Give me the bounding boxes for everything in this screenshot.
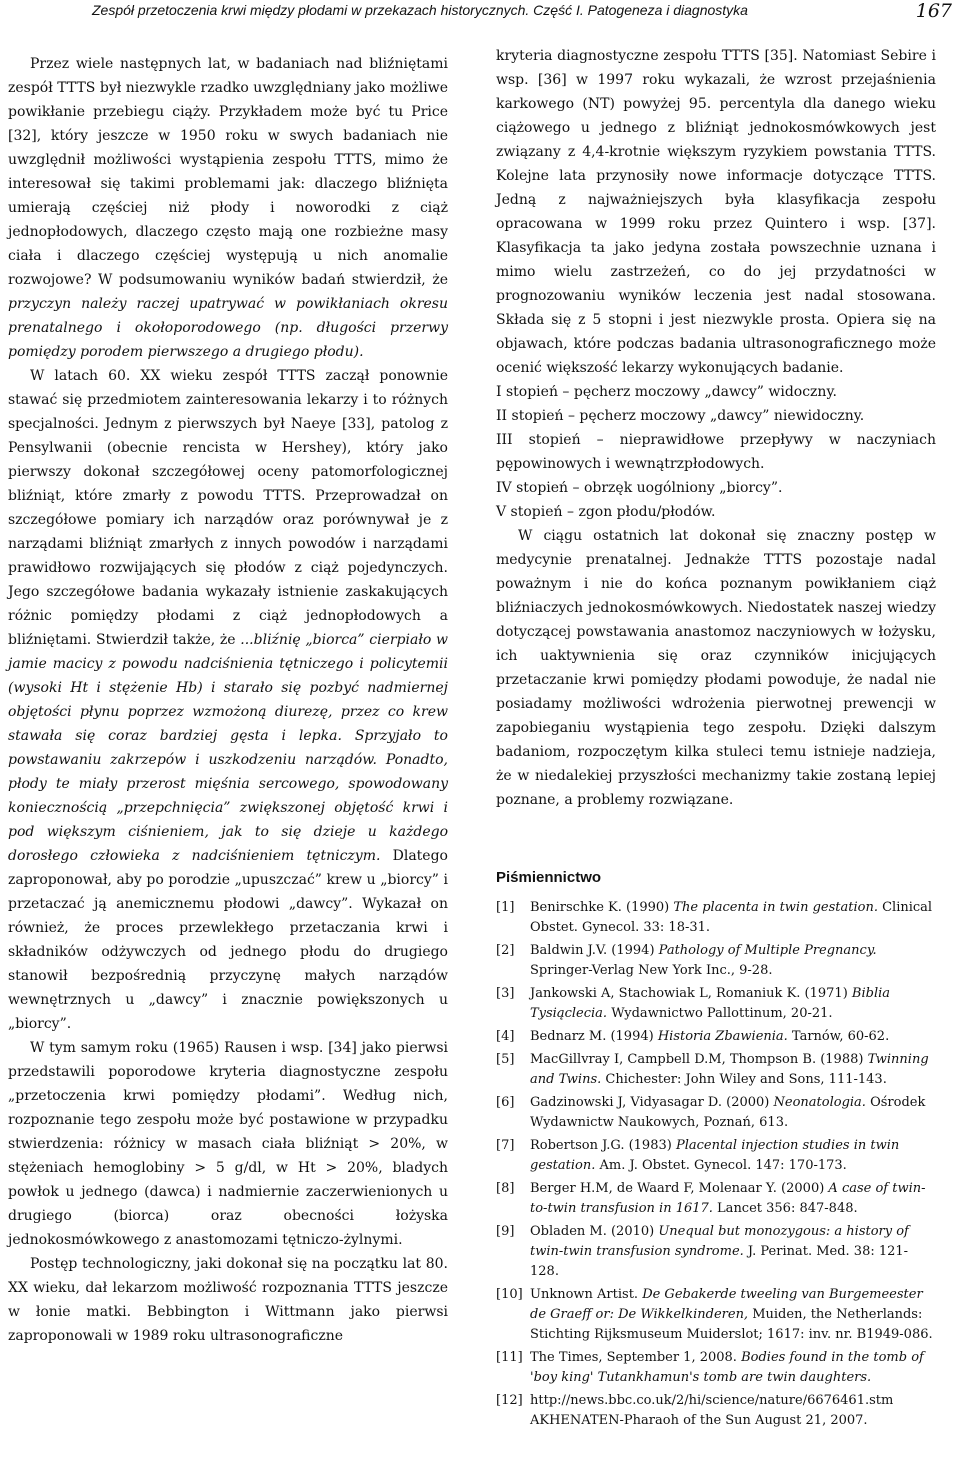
- reference-authors: MacGillvray I, Campbell D.M, Thompson B. (1988): [530, 1052, 868, 1067]
- reference-title: The placenta in twin gestation.: [673, 900, 878, 915]
- stage-item: I stopień – pęcherz moczowy „dawcy” widoczny.: [496, 384, 837, 400]
- reference-source: Wydawnictwo Pallottinum, 20-21.: [607, 1006, 833, 1021]
- reference-authors: Jankowski A, Stachowiak L, Romaniuk K. (1971): [530, 986, 852, 1001]
- right-column: [496, 44, 936, 1434]
- paragraph: W ciągu ostatnich lat dokonał się znaczny postęp w medycynie prenatalnej. Jednakże TTTS pozostaje nadal poważnym i nie do końca poznanym powikłaniem ciąż bliźniaczych jednokosmówkowych. Niedostatek naszej wiedzy dotyczącej powstawania anastomoz naczyniowych w łożysku, ich uaktywnienia się oraz czynników inicjujących przetaczanie krwi pomiędzy płodami powoduje, że nadal nie posiadamy możliwości wdrożenia pierwotnej prewencji w zapobieganiu wystąpienia tego zespołu. Dzięki dalszym badaniom, rozpoczętym kilka stuleci temu istnieje nadzieja, że w niedalekiej przyszłości mechanizmy takie zostaną lepiej poznane, a problemy rozwiązane.: [496, 528, 936, 808]
- reference-title: Bodies found in the tomb of 'boy king' Tutankhamun's tomb are twin daughters.: [530, 1350, 924, 1385]
- reference-source: Springer-Verlag New York Inc., 9-28.: [530, 963, 773, 978]
- reference-number: [11]: [496, 1350, 523, 1365]
- reference-authors: Benirschke K. (1990): [530, 900, 674, 915]
- running-header: [0, 0, 960, 28]
- reference-item: [496, 1136, 936, 1176]
- reference-source: Chichester: John Wiley and Sons, 111-143.: [601, 1072, 887, 1087]
- reference-item: [496, 1391, 936, 1431]
- reference-source: Lancet 356: 847-848.: [712, 1201, 858, 1216]
- reference-list: [496, 898, 936, 1431]
- reference-number: [7]: [496, 1138, 515, 1153]
- reference-item: [496, 1179, 936, 1219]
- reference-item: [496, 1050, 936, 1090]
- paragraph-emphasis: przyczyn należy raczej upatrywać w powikłaniach okresu prenatalnego i okołoporodowego (np. długości przerwy pomiędzy porodem pierwszego a drugiego płodu).: [8, 296, 448, 360]
- reference-title: Pathology of Multiple Pregnancy.: [658, 943, 877, 958]
- reference-source: Clinical Obstet. Gynecol. 33: 18-31.: [530, 900, 933, 935]
- reference-title: Twinning and Twins.: [530, 1052, 929, 1087]
- reference-authors: The Times, September 1, 2008.: [530, 1350, 742, 1365]
- reference-item: [496, 1093, 936, 1133]
- page-number: 167: [915, 0, 952, 22]
- stage-item: III stopień – nieprawidłowe przepływy w naczyniach pępowinowych i wewnątrzpłodowych.: [496, 432, 936, 472]
- references-heading: Piśmiennictwo: [496, 869, 602, 886]
- reference-title: Placental injection studies in twin gestation.: [530, 1138, 900, 1173]
- paragraph: Postęp technologiczny, jaki dokonał się na początku lat 80. XX wieku, dał lekarzom możliwość rozpoznania TTTS jeszcze w łonie matki. Bebbington i Wittmann jako pierwsi zaproponowali w 1989 roku ultrasonograficzne: [8, 1256, 448, 1344]
- paragraph-emphasis: ...bliźnię „biorca” cierpiało w jamie macicy z powodu nadciśnienia tętniczego i policytemii (wysoki Ht i stężenie Hb) i starało się pozbyć nadmiernej objętości płynu poprzez wzmożoną diurezę, przez co krew stawała się coraz bardziej gęsta i lepka. Sprzyjało to powstawaniu zakrzepów i uszkodzeniu narządów. Ponadto, płody te miały przerost mięśnia sercowego, spowodowany koniecznością „przepchnięcia” zwiększonej objętość krwi i pod większym ciśnieniem, jak to się dzieje u każdego dorosłego człowieka z nadciśnieniem tętniczym.: [8, 632, 448, 864]
- reference-item: [496, 984, 936, 1024]
- reference-item: [496, 1222, 936, 1282]
- paragraph: W tym samym roku (1965) Rausen i wsp. [34] jako pierwsi przedstawili poporodowe kryteria diagnostyczne zespołu „przetoczenia krwi pomiędzy płodami”. Według nich, rozpoznanie tego zespołu może być postawione w przypadku stwierdzenia: różnicy w masach ciała bliźniąt > 20%, w stężeniach hemoglobiny > 5 g/dl, w Ht > 20%, bladych powłok u jednego (dawca) i nadmiernie zaczerwienionych u drugiego (biorca) oraz obecności łożyska jednokosmówkowego z anastomozami tętniczo-żylnymi.: [8, 1040, 448, 1248]
- paragraph-text: Przez wiele następnych lat, w badaniach nad bliźniętami zespół TTTS był niezwykle rzadko uwzględniany jako możliwe powikłanie przebiegu ciąży. Przykładem może być tu Price [32], który jeszcze w 1950 roku w swych badaniach nie uwzględnił możliwości wystąpienia zespołu TTTS, mimo że interesował się takimi problemami jak: dlaczego bliźnięta umierają częściej niż płody i noworodki z ciąż jednopłodowych, dlaczego często mają one rozbieżne masy ciała i dlaczego częściej występują u nich anomalie rozwojowe? W podsumowaniu wyników badań stwierdził, że: [8, 56, 448, 288]
- reference-title: Unequal but monozygous: a history of twin-twin transfusion syndrome.: [530, 1224, 909, 1259]
- reference-number: [8]: [496, 1181, 515, 1196]
- reference-item: [496, 898, 936, 938]
- reference-authors: Bednarz M. (1994): [530, 1029, 658, 1044]
- reference-title: Historia Zbawienia.: [657, 1029, 788, 1044]
- reference-number: [9]: [496, 1224, 515, 1239]
- stage-item: V stopień – zgon płodu/płodów.: [496, 504, 716, 520]
- reference-authors: Gadzinowski J, Vidyasagar D. (2000): [530, 1095, 774, 1110]
- reference-authors: Obladen M. (2010): [530, 1224, 659, 1239]
- reference-number: [1]: [496, 900, 515, 915]
- reference-item: [496, 1027, 936, 1047]
- reference-number: [6]: [496, 1095, 515, 1110]
- left-column: [8, 52, 448, 1348]
- reference-source: Muiden, the Netherlands: Stichting Rijksmuseum Muiderslot; 1617: inv. nr. B1949-086.: [530, 1307, 933, 1342]
- reference-number: [2]: [496, 943, 515, 958]
- reference-number: [3]: [496, 986, 515, 1001]
- reference-authors: Robertson J.G. (1983): [530, 1138, 676, 1153]
- reference-item: [496, 1285, 936, 1345]
- reference-source: Ośrodek Wydawnictw Naukowych, Poznań, 613.: [530, 1095, 926, 1130]
- reference-title: Neonatologia.: [773, 1095, 866, 1110]
- reference-authors: Unknown Artist.: [530, 1287, 643, 1302]
- reference-item: [496, 1348, 936, 1388]
- reference-number: [4]: [496, 1029, 515, 1044]
- reference-title: Biblia Tysiąclecia.: [530, 986, 891, 1021]
- reference-number: [10]: [496, 1287, 523, 1302]
- reference-number: [5]: [496, 1052, 515, 1067]
- stage-item: II stopień – pęcherz moczowy „dawcy” niewidoczny.: [496, 408, 865, 424]
- reference-source: Tarnów, 60-62.: [787, 1029, 890, 1044]
- paragraph-text: Dlatego zaproponował, aby po porodzie „upuszczać” krew u „biorcy” i przetaczać ją anemicznemu płodowi „dawcy”. Wykazał on również, że proces przewlekłego przetaczania krwi i składników odżywczych od jednego płodu do drugiego stanowił bezpośrednią przyczynę małych narządów wewnętrznych u „dawcy” i znacznie powiększonych u „biorcy”.: [8, 848, 448, 1032]
- paragraph: [8, 52, 448, 364]
- reference-item: [496, 941, 936, 981]
- reference-authors: Berger H.M, de Waard F, Molenaar Y. (2000): [530, 1181, 829, 1196]
- paragraph: [8, 364, 448, 1036]
- reference-title: A case of twin-to-twin transfusion in 1617.: [530, 1181, 926, 1216]
- reference-authors: Baldwin J.V. (1994): [530, 943, 659, 958]
- stage-item: IV stopień – obrzęk uogólniony „biorcy”.: [496, 480, 783, 496]
- reference-source: J. Perinat. Med. 38: 121-128.: [530, 1244, 909, 1279]
- reference-source: Am. J. Obstet. Gynecol. 147: 170-173.: [595, 1158, 847, 1173]
- reference-authors: http://news.bbc.co.uk/2/hi/science/nature/6676461.stm AKHENATEN-Pharaoh of the Sun August 21, 2007.: [530, 1393, 894, 1428]
- reference-number: [12]: [496, 1393, 523, 1408]
- running-title: Zespół przetoczenia krwi między płodami w przekazach historycznych. Część I. Patogeneza i diagnostyka: [92, 2, 748, 18]
- paragraph-text: W latach 60. XX wieku zespół TTTS zaczął ponownie stawać się przedmiotem zainteresowania lekarzy i to różnych specjalności. Jednym z pierwszych był Naeye [33], patolog z Pensylwanii (obecnie rencista w Hershey), który jako pierwszy dokonał szczegółowej oceny patomorfologicznej bliźniąt, które zmarły z powodu TTTS. Przeprowadzał on szczegółowe pomiary ich narządów oraz porównywał je z narządami bliźniąt zmarłych z innych powodów i narządami prawidłowo rozwijających się płodów z ciąż pojedynczych. Jego szczegółowe badania wykazały istnienie zaskakujących różnic pomiędzy płodami z ciąż jednopłodowych a bliźniętami. Stwierdził także, że: [8, 368, 448, 648]
- paragraph: kryteria diagnostyczne zespołu TTTS [35]. Natomiast Sebire i wsp. [36] w 1997 roku wykazali, że wzrost przejaśnienia karkowego (NT) powyżej 95. percentyla dla danego wieku ciążowego u jednego z bliźniąt jednokosmówkowych jest związany z 4,4-krotnie większym ryzykiem powstania TTTS. Kolejne lata przynosiły nowe informacje dotyczące TTTS. Jedną z najważniejszych była klasyfikacja zespołu opracowana w 1999 roku przez Quintero i wsp. [37]. Klasyfikacja ta jako jedyna została powszechnie uznana i mimo wielu zastrzeżeń, co do jej przydatności w prognozowaniu wyników leczenia jest nadal stosowana. Składa się z 5 stopni i jest niezwykle prosta. Opiera się na objawach, które podczas badania ultrasonograficznego może ocenić większość lekarzy wykonujących badanie.: [496, 48, 936, 376]
- reference-title: De Gebakerde tweeling van Burgemeester de Graeff or: De Wikkelkinderen,: [530, 1287, 923, 1322]
